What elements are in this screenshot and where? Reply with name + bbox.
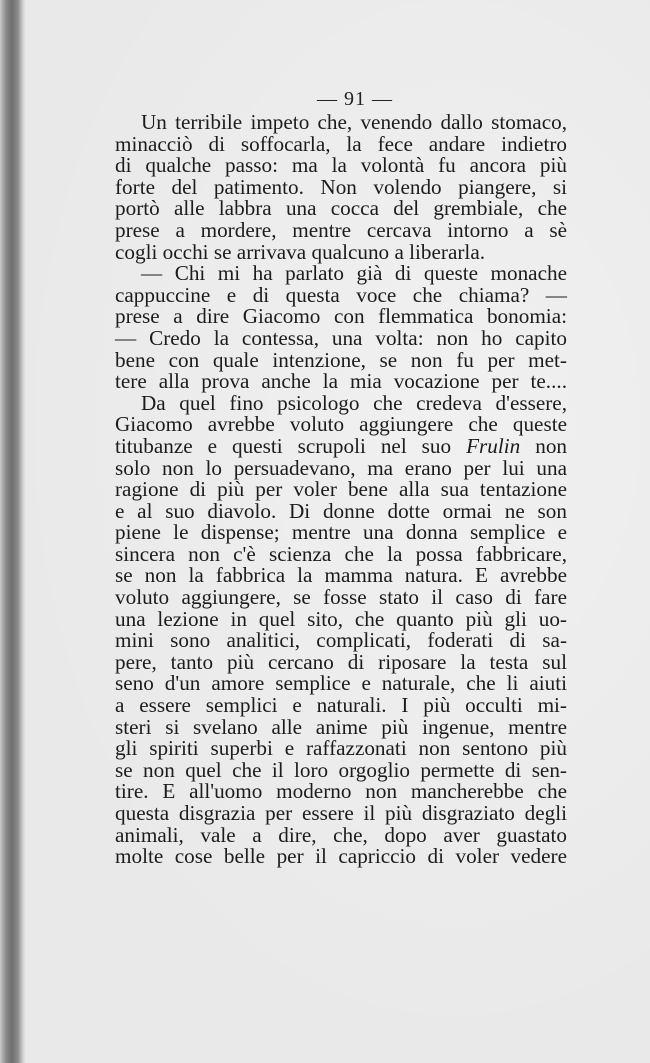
text-line: molte cose belle per il capriccio di voler vedere <box>115 844 567 869</box>
text-line: seno d'un amore semplice e naturale, che li aiuti <box>115 671 567 696</box>
text-line: Da quel fino psicologo che credeva d'essere, <box>141 390 567 415</box>
text-line: voluto aggiungere, se fosse stato il caso di fare <box>115 585 567 610</box>
text-line: prese a dire Giacomo con flemmatica bonomia: <box>115 304 567 329</box>
text-line: mini sono analitici, complicati, foderati di sa- <box>115 628 567 653</box>
text-line: Giacomo avrebbe voluto aggiungere che queste <box>115 412 567 437</box>
text-line: cappuccine e di questa voce che chiama? — <box>115 282 567 307</box>
text-line: — Chi mi ha parlato già di queste monache <box>141 261 567 286</box>
italic-name: Frulin <box>466 433 521 458</box>
text-line: e al suo diavolo. Di donne dotte ormai ne son <box>115 498 567 523</box>
text-line: tere alla prova anche la mia vocazione per te.... <box>115 369 567 394</box>
text-line: minacciò di soffocarla, la fece andare indietro <box>115 131 567 156</box>
text-line: — Credo la contessa, una volta: non ho capito <box>115 325 567 350</box>
text-line: prese a mordere, mentre cercava intorno a sè <box>115 217 567 242</box>
text-line: cogli occhi se arrivava qualcuno a liberarla. <box>115 239 486 264</box>
text-line: forte del patimento. Non volendo piangere, si <box>115 174 567 199</box>
text-line: gli spiriti superbi e raffazzonati non sentono più <box>115 736 567 761</box>
text-line: solo non lo persuadevano, ma erano per lui una <box>115 455 567 480</box>
text-line: se non quel che il loro orgoglio permette di sen- <box>115 757 567 782</box>
text-line: una lezione in quel sito, che quanto più gli uo- <box>115 606 567 631</box>
text-line: di qualche passo: ma la volontà fu ancora più <box>115 153 567 178</box>
text-line: Un terribile impeto che, venendo dallo stomaco, <box>141 110 567 134</box>
body-text <box>115 112 567 868</box>
binding-shadow <box>0 0 26 1063</box>
text-line: pere, tanto più cercano di riposare la testa sul <box>115 649 567 674</box>
text-line: ragione di più per voler bene alla sua tentazione <box>115 477 567 502</box>
page-number: — 91 — <box>317 88 393 110</box>
text-line: tire. E all'uomo moderno non mancherebbe che <box>115 779 567 804</box>
text-segment: non <box>520 433 568 458</box>
text-line: a essere semplici e naturali. I più occulti mi- <box>115 693 567 718</box>
text-line <box>115 433 568 458</box>
text-line: sincera non c'è scienza che la possa fabbricare, <box>115 541 567 566</box>
text-line: portò alle labbra una cocca del grembiale, che <box>115 196 567 221</box>
text-line: piene le dispense; mentre una donna semplice e <box>115 520 567 545</box>
text-line: questa disgrazia per essere il più disgraziato degli <box>115 801 567 825</box>
text-line: se non la fabbrica la mamma natura. E avrebbe <box>115 563 567 588</box>
text-line: animali, vale a dire, che, dopo aver guastato <box>115 822 567 847</box>
text-line: bene con quale intenzione, se non fu per met- <box>115 347 567 372</box>
text-segment: titubanze e questi scrupoli nel suo <box>115 433 467 458</box>
text-line: steri si svelano alle anime più ingenue, mentre <box>115 714 567 739</box>
